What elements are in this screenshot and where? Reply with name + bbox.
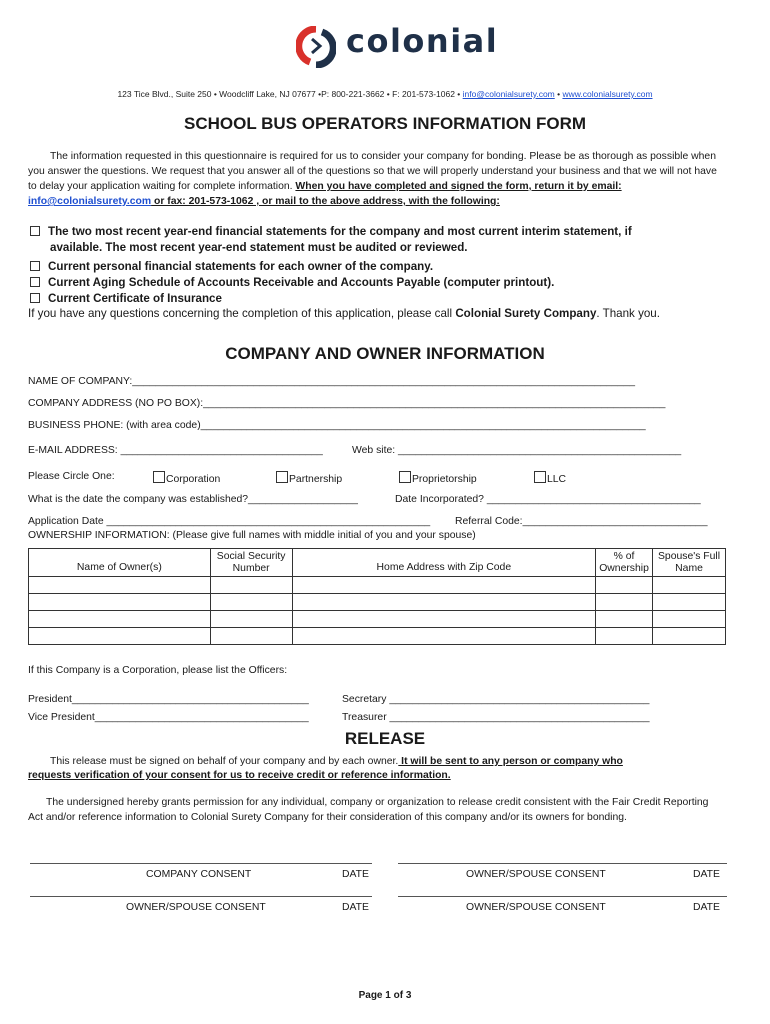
checklist-text: Current personal financial statements for each owner of the company.: [48, 260, 434, 273]
checkbox-icon[interactable]: [276, 471, 288, 483]
address-text: 123 Tice Blvd., Suite 250 • Woodcliff Lake, NJ 07677 •P: 800-221-3662 • F: 201-573-1062 •: [117, 89, 463, 99]
table-cell[interactable]: [596, 577, 653, 594]
company-name-field[interactable]: NAME OF COMPANY:_______________________________________________________________________________________: [28, 376, 636, 387]
option-label: LLC: [547, 474, 567, 485]
secretary-field[interactable]: Secretary _____________________________________________: [342, 694, 650, 705]
table-row[interactable]: [29, 577, 726, 594]
officers-intro: If this Company is a Corporation, please list the Officers:: [28, 665, 288, 676]
option-llc[interactable]: [534, 471, 566, 485]
treasurer-field[interactable]: Treasurer _____________________________________________: [342, 712, 650, 723]
date-label: DATE: [342, 902, 369, 913]
table-cell[interactable]: [29, 594, 211, 611]
company-owner-section-title: COMPANY AND OWNER INFORMATION: [225, 344, 545, 363]
checklist-item: [30, 291, 222, 307]
signature-line[interactable]: [398, 863, 727, 864]
signature-line[interactable]: [398, 896, 727, 897]
table-cell[interactable]: [210, 628, 292, 645]
table-cell[interactable]: [292, 611, 595, 628]
header-ssn: Social Security Number: [210, 549, 292, 577]
release-notice-bold: It will be sent to any person or company who: [398, 756, 623, 767]
questions-note-company: Colonial Surety Company: [455, 307, 597, 320]
colonial-logo-icon: [296, 26, 336, 68]
release-notice-text: This release must be signed on behalf of your company and by each owner.: [50, 756, 399, 767]
checkbox-icon[interactable]: [30, 293, 40, 303]
company-address-line: [0, 89, 770, 99]
referral-code-field[interactable]: Referral Code:________________________________: [455, 516, 708, 527]
table-cell[interactable]: [596, 628, 653, 645]
header-owner-name: Name of Owner(s): [29, 549, 211, 577]
table-cell[interactable]: [292, 628, 595, 645]
table-cell[interactable]: [653, 594, 726, 611]
checklist-item-continued: available. The most recent year-end statement must be audited or reviewed.: [50, 241, 468, 254]
owner-spouse-consent-label: OWNER/SPOUSE CONSENT: [466, 869, 606, 880]
table-cell[interactable]: [210, 577, 292, 594]
owner-spouse-consent-label: OWNER/SPOUSE CONSENT: [126, 902, 266, 913]
checklist-text: The two most recent year-end financial statements for the company and most current interim statement, if: [48, 225, 632, 238]
checklist-item: [30, 259, 433, 275]
table-row[interactable]: [29, 611, 726, 628]
intro-email-link[interactable]: info@colonialsurety.com: [28, 196, 152, 207]
intro-instruction: When you have completed and signed the form, return it by email:: [295, 181, 622, 192]
option-partnership[interactable]: [276, 471, 342, 485]
application-date-field[interactable]: Application Date ________________________________________________________: [28, 516, 431, 527]
checkbox-icon[interactable]: [534, 471, 546, 483]
checkbox-icon[interactable]: [30, 277, 40, 287]
intro-instruction-end: or fax: 201-573-1062 , or mail to the above address, with the following:: [151, 196, 500, 207]
option-label: Partnership: [289, 474, 343, 485]
owner-spouse-consent-label: OWNER/SPOUSE CONSENT: [466, 902, 606, 913]
table-cell[interactable]: [210, 611, 292, 628]
checkbox-icon[interactable]: [30, 261, 40, 271]
ownership-table: [28, 548, 726, 645]
header-spouse-name: Spouse's Full Name: [653, 549, 726, 577]
business-phone-field[interactable]: BUSINESS PHONE: (with area code)_____________________________________________________________________________: [28, 420, 646, 431]
table-cell[interactable]: [29, 611, 211, 628]
option-label: Proprietorship: [412, 474, 477, 485]
president-field[interactable]: President_________________________________________: [28, 694, 309, 705]
checklist-text: Current Certificate of Insurance: [48, 292, 222, 305]
intro-paragraph: [28, 149, 728, 209]
table-cell[interactable]: [653, 628, 726, 645]
circle-one-label: Please Circle One:: [28, 471, 115, 482]
table-cell[interactable]: [596, 611, 653, 628]
date-label: DATE: [342, 869, 369, 880]
checkbox-icon[interactable]: [30, 226, 40, 236]
table-header-row: [29, 549, 726, 577]
questions-note-suffix: . Thank you.: [596, 307, 660, 320]
date-incorporated-field[interactable]: Date Incorporated? _____________________________________: [395, 494, 701, 505]
questions-note: [28, 307, 660, 320]
website-field[interactable]: Web site: _________________________________________________: [352, 445, 682, 456]
date-established-field[interactable]: What is the date the company was established?___________________: [28, 494, 358, 505]
ownership-info-label: OWNERSHIP INFORMATION: (Please give full names with middle initial of you and your spouse): [28, 530, 476, 541]
checklist-text: Current Aging Schedule of Accounts Receivable and Accounts Payable (computer printout).: [48, 276, 555, 289]
release-notice-continued: requests verification of your consent for us to receive credit or reference information.: [28, 770, 451, 781]
option-label: Corporation: [166, 474, 221, 485]
table-cell[interactable]: [210, 594, 292, 611]
email-link[interactable]: info@colonialsurety.com: [462, 89, 555, 99]
colonial-logo: [296, 22, 516, 68]
email-address-field[interactable]: E-MAIL ADDRESS: ___________________________________: [28, 445, 323, 456]
table-cell[interactable]: [653, 577, 726, 594]
checklist-item: [30, 224, 632, 240]
signature-line[interactable]: [30, 896, 372, 897]
website-link[interactable]: www.colonialsurety.com: [562, 89, 653, 99]
table-cell[interactable]: [29, 577, 211, 594]
release-notice: [50, 754, 623, 769]
checkbox-icon[interactable]: [153, 471, 165, 483]
signature-line[interactable]: [30, 863, 372, 864]
page-number: Page 1 of 3: [358, 990, 412, 1001]
table-cell[interactable]: [292, 594, 595, 611]
option-corporation[interactable]: [153, 471, 220, 485]
table-cell[interactable]: [29, 628, 211, 645]
address-separator: •: [554, 89, 563, 99]
table-cell[interactable]: [596, 594, 653, 611]
questions-note-text: If you have any questions concerning the completion of this application, please call: [28, 307, 456, 320]
date-label: DATE: [693, 902, 720, 913]
brand-name: colonial: [346, 22, 499, 60]
table-row[interactable]: [29, 628, 726, 645]
option-proprietorship[interactable]: [399, 471, 477, 485]
company-address-field[interactable]: COMPANY ADDRESS (NO PO BOX):________________________________________________________________________________: [28, 398, 666, 409]
table-cell[interactable]: [292, 577, 595, 594]
release-title: RELEASE: [344, 729, 426, 748]
release-grant-text: The undersigned hereby grants permission for any individual, company or organization to release credit consistent with the Fair Credit Reporting Act and/or reference information to Colonial Surety Company for their consideration of this company and/or its owners for bonding.: [28, 797, 709, 823]
table-cell[interactable]: [653, 611, 726, 628]
table-row[interactable]: [29, 594, 726, 611]
vice-president-field[interactable]: Vice President_____________________________________: [28, 712, 309, 723]
form-title: SCHOOL BUS OPERATORS INFORMATION FORM: [183, 114, 587, 133]
checklist-item: [30, 275, 554, 291]
intro-text: The information requested in this questionnaire is required for us to consider your company for bonding. Please be as thorough as possible when you answer the questions. We request that you answer all of the questions so that we will properly understand your business and that we will not have to delay your application waiting for complete information.: [28, 151, 717, 192]
header-home-address: Home Address with Zip Code: [292, 549, 595, 577]
date-label: DATE: [693, 869, 720, 880]
checkbox-icon[interactable]: [399, 471, 411, 483]
company-consent-label: COMPANY CONSENT: [146, 869, 252, 880]
header-ownership-percent: % of Ownership: [596, 549, 653, 577]
